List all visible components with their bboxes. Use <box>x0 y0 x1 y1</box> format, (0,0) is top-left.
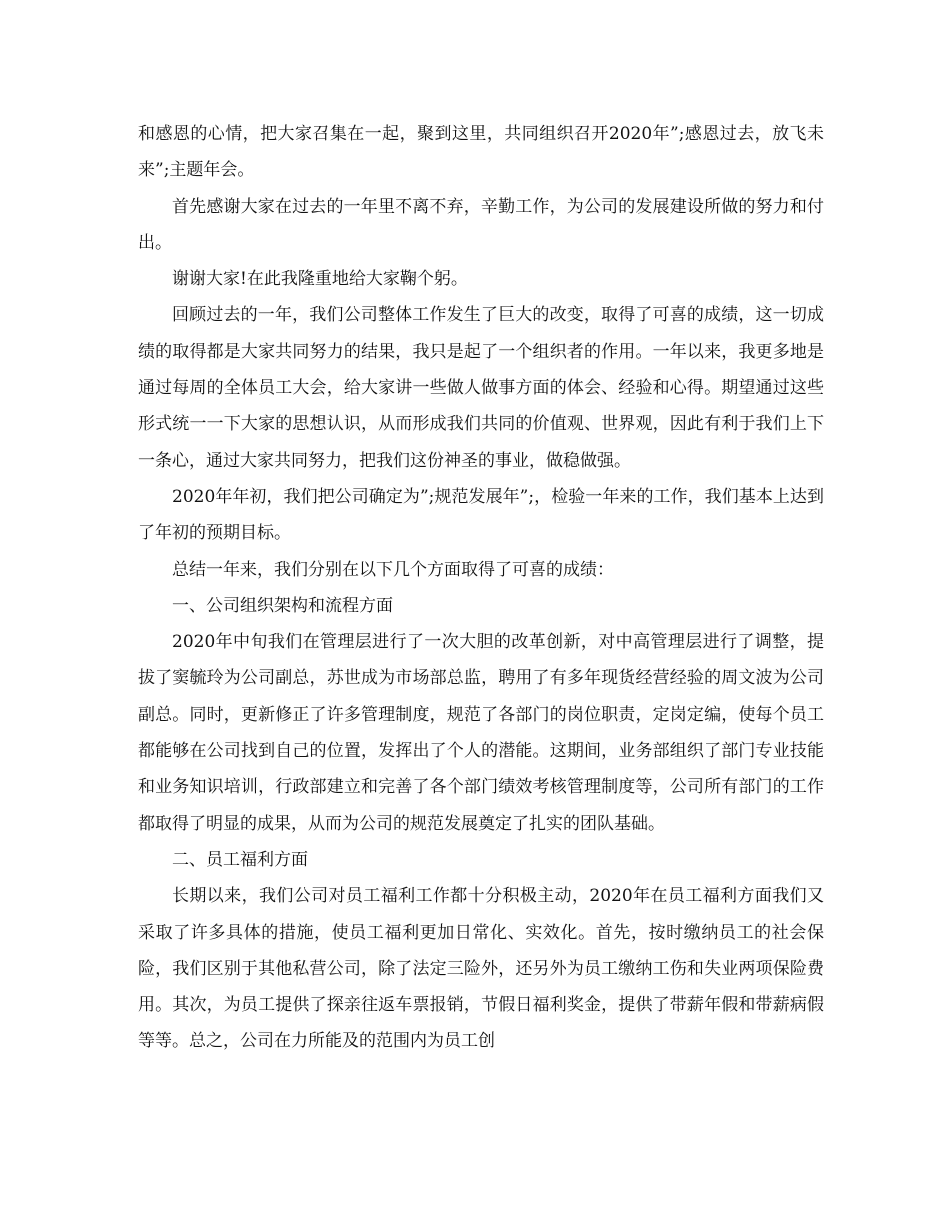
paragraph-thanks-bow: 谢谢大家!在此我隆重地给大家鞠个躬。 <box>172 269 468 290</box>
document-page <box>138 116 824 1060</box>
paragraph-continuation: 和感恩的心情，把大家召集在一起，聚到这里，共同组织召开2020年”;感恩过去，放飞未来”;主题年会。 <box>138 124 824 181</box>
paragraph-review-year: 回顾过去的一年，我们公司整体工作发生了巨大的改变，取得了可喜的成绩，这一切成绩的取得都是大家共同努力的结果，我只是起了一个组织者的作用。一年以来，我更多地是通过每周的全体员工大会，给大家讲一些做人做事方面的体会、经验和心得。期望通过这些形式统一一下大家的思想认识，从而形成我们共同的价值观、世界观，因此有利于我们上下一条心，通过大家共同努力，把我们这份神圣的事业，做稳做强。 <box>138 305 824 471</box>
paragraph-thanks-effort: 首先感谢大家在过去的一年里不离不弃，辛勤工作，为公司的发展建设所做的努力和付出。 <box>138 196 824 253</box>
section-heading-organization: 一、公司组织架构和流程方面 <box>172 595 393 616</box>
section-heading-welfare: 二、员工福利方面 <box>172 849 308 870</box>
paragraph-organization: 2020年中旬我们在管理层进行了一次大胆的改革创新，对中高管理层进行了调整，提拔了窦毓玲为公司副总，苏世成为市场部总监，聘用了有多年现货经营经验的周文波为公司副总。同时，更新修正了许多管理制度，规范了各部门的岗位职责，定岗定编，使每个员工都能够在公司找到自己的位置，发挥出了个人的潜能。这期间，业务部组织了部门专业技能和业务知识培训，行政部建立和完善了各个部门绩效考核管理制度等，公司所有部门的工作都取得了明显的成果，从而为公司的规范发展奠定了扎实的团队基础。 <box>138 632 824 834</box>
paragraph-year-theme: 2020年年初，我们把公司确定为”;规范发展年”;，检验一年来的工作，我们基本上达到了年初的预期目标。 <box>138 486 824 544</box>
paragraph-summary-intro: 总结一年来，我们分别在以下几个方面取得了可喜的成绩： <box>172 559 614 580</box>
paragraph-welfare: 长期以来，我们公司对员工福利工作都十分积极主动，2020年在员工福利方面我们又采取了许多具体的措施，使员工福利更加日常化、实效化。首先，按时缴纳员工的社会保险，我们区别于其他私营公司，除了法定三险外，还另外为员工缴纳工伤和失业两项保险费用。其次，为员工提供了探亲往返车票报销，节假日福利奖金，提供了带薪年假和带薪病假等等。总之，公司在力所能及的范围内为员工创 <box>138 886 824 1052</box>
